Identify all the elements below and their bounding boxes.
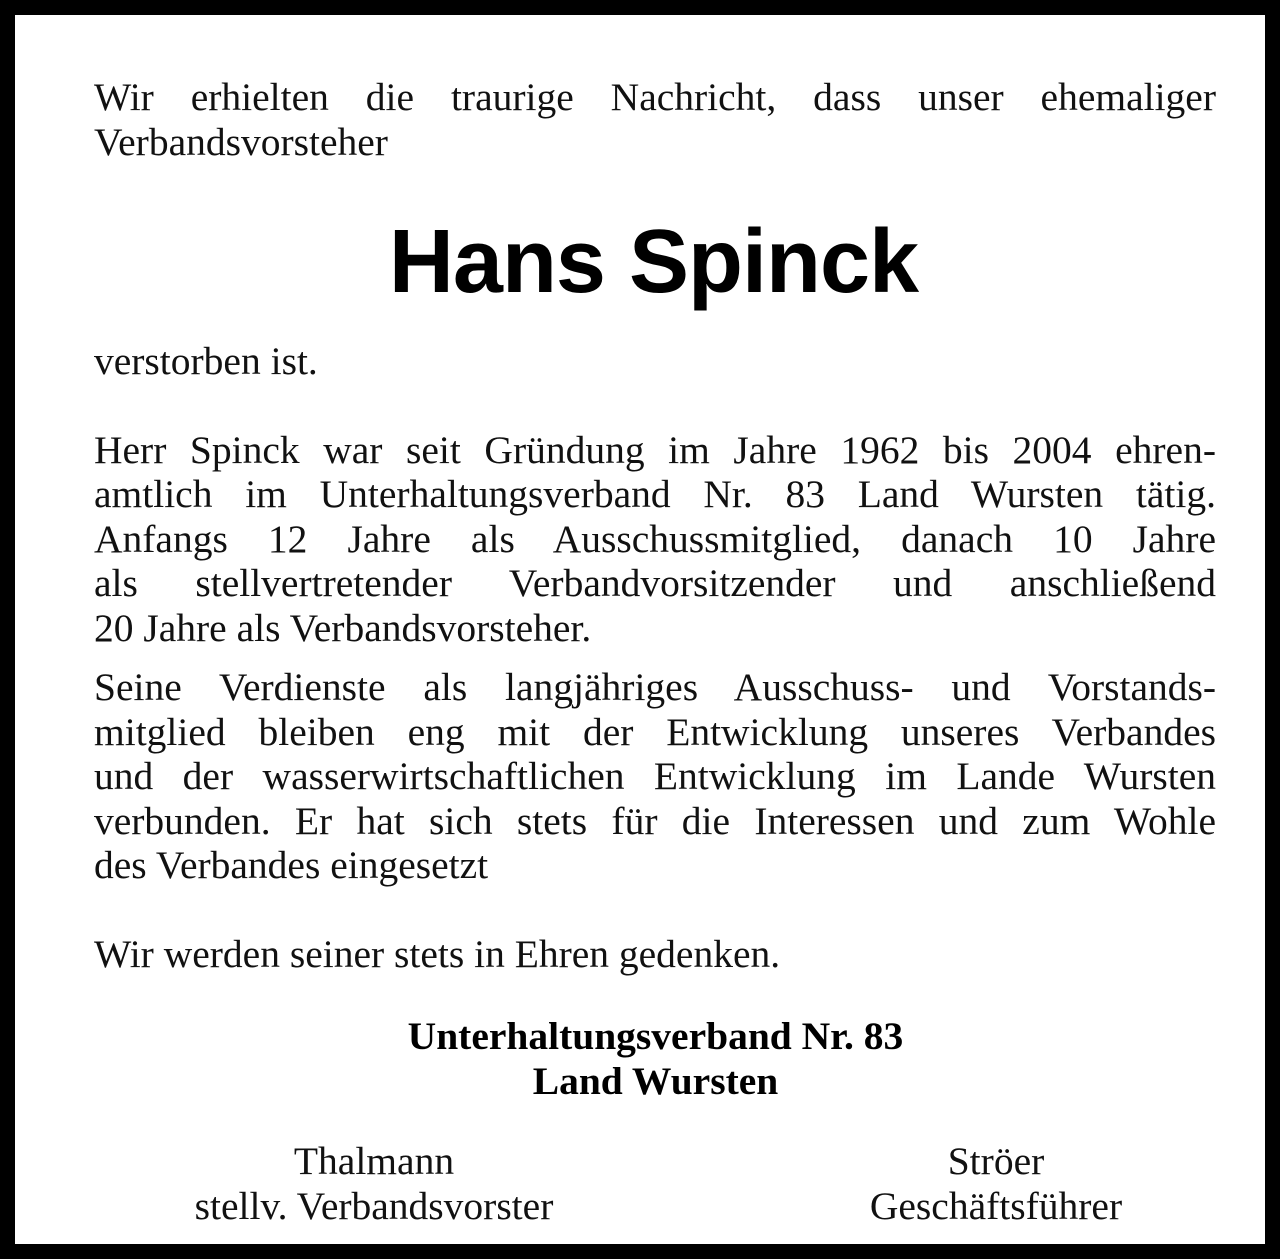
intro-line: Verbandsvorsteher [94,119,388,164]
paragraph-line: des Verbandes eingesetzt [94,843,489,887]
signatory-name: Thalmann [293,1139,455,1183]
deceased-name: Hans Spinck [388,212,919,312]
closing-text [94,932,1216,977]
signatory-title: stellv. Verbandsvorster [194,1183,554,1228]
organization-name: Unterhaltungsverband Nr. 83 [407,1014,904,1058]
paragraph-line: amtlich im Unterhaltungsverband Nr. 83 Land Wursten tätig. [94,472,1216,516]
intro-line: Wir erhielten die traurige Nachricht, dass unser ehemaliger [94,75,1216,119]
passed-text [94,339,1216,384]
signatory-left [94,1139,654,1228]
signatory-title: Geschäftsführer [869,1183,1123,1228]
paragraph-line: 20 Jahre als Verbandsvorsteher. [94,605,592,650]
paragraph-line: mitglied bleiben eng mit der Entwicklung unseres Verbandes [94,709,1216,754]
paragraph-line: und der wasserwirtschaftlichen Entwicklung im Lande Wursten [94,754,1216,798]
paragraph-line: Seine Verdienste als langjähriges Ausschuss- und Vorstands- [94,665,1216,709]
closing-line: Wir werden seiner stets in Ehren gedenken. [94,931,781,976]
paragraph-line: Herr Spinck war seit Gründung im Jahre 1962 bis 2004 ehren- [94,427,1216,472]
paragraph-line: verbunden. Er hat sich stets für die Interessen und zum Wohle [94,798,1216,843]
signatory-right [716,1139,1276,1228]
signatory-name: Ströer [947,1139,1045,1183]
intro-text [94,75,1216,164]
passed-line: verstorben ist. [94,339,318,383]
organization-block [95,1014,1216,1103]
merits-paragraph [94,665,1216,888]
organization-region: Land Wursten [532,1058,779,1103]
paragraph-line: als stellvertretender Verbandvorsitzender und anschließend [94,561,1216,605]
notice-content [94,75,1216,1228]
career-paragraph [94,428,1216,651]
signatures [94,1139,1216,1228]
paragraph-line: Anfangs 12 Jahre als Ausschussmitglied, danach 10 Jahre [94,516,1216,561]
